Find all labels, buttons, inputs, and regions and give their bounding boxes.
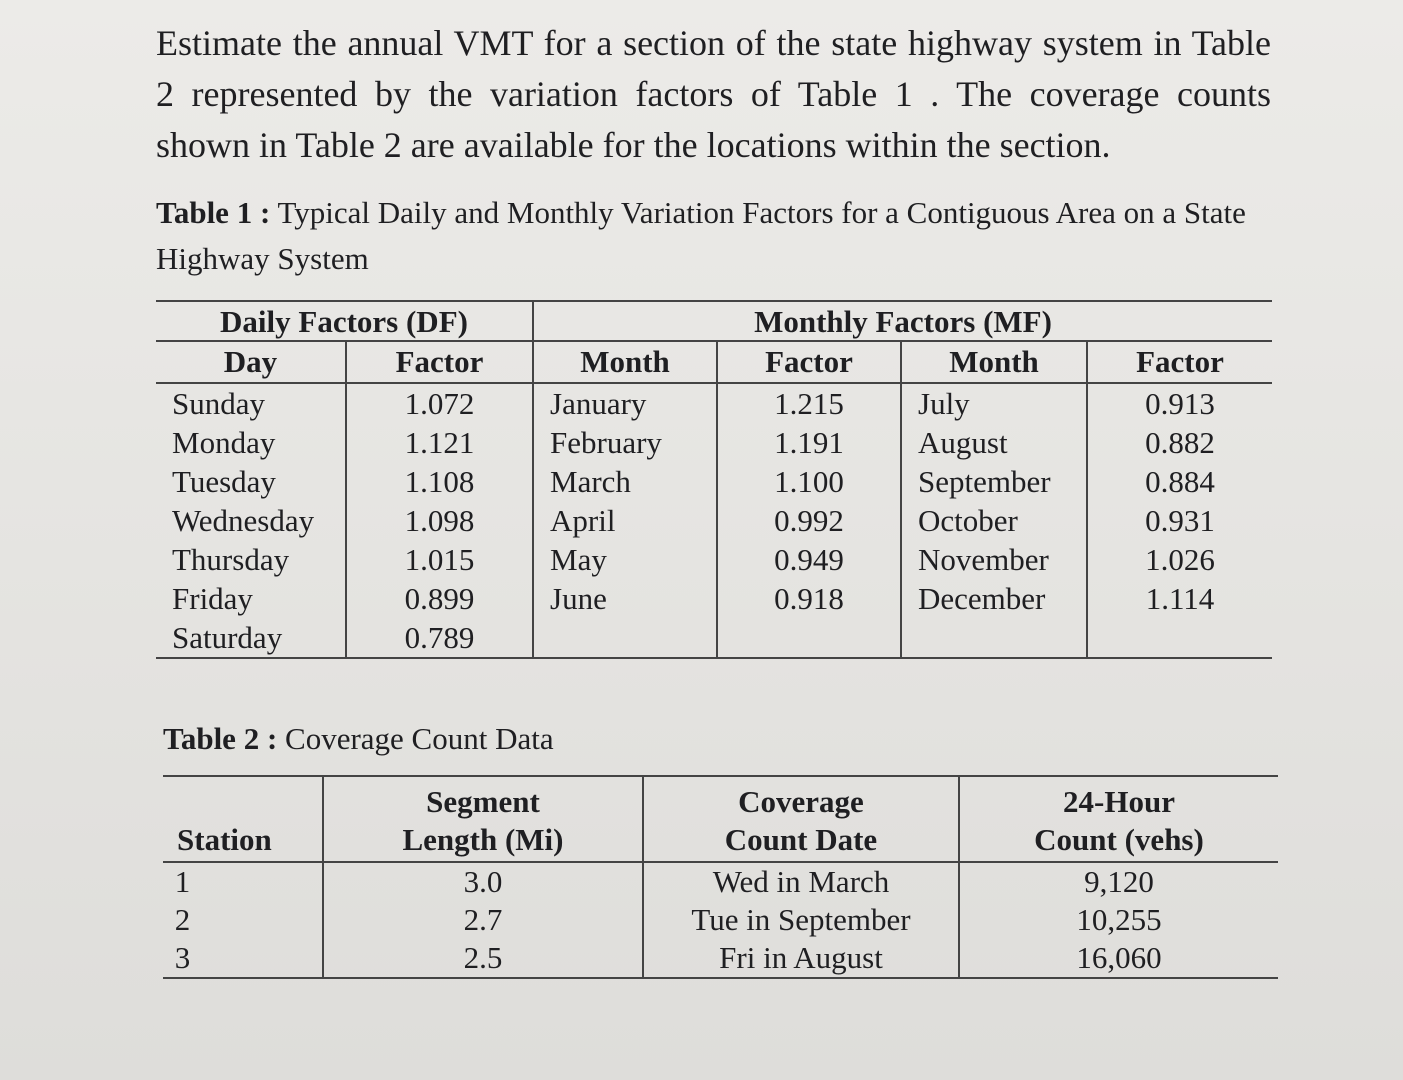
day-cell: Saturday	[156, 618, 346, 658]
day-factor-cell: 1.015	[346, 540, 533, 579]
factor-b-cell: 0.931	[1145, 503, 1215, 538]
table-row	[163, 939, 1278, 978]
factor-b-cell: 0.882	[1145, 425, 1215, 460]
factor-a-cell: 1.215	[717, 383, 901, 423]
length-cell: 2.7	[323, 901, 643, 939]
table-row	[156, 618, 1272, 658]
monthly-factors-group-header: Monthly Factors (MF)	[533, 301, 1272, 341]
factor-b-cell: 1.114	[1145, 581, 1215, 616]
count-header-line1: 24-Hour	[1063, 784, 1175, 819]
day-cell: Sunday	[156, 383, 346, 423]
table-row	[156, 383, 1272, 423]
length-cell: 2.5	[323, 939, 643, 978]
month-b-cell	[901, 618, 1087, 658]
month-a-cell	[533, 618, 717, 658]
month-a-column-header: Month	[533, 341, 717, 383]
date-cell: Wed in March	[643, 862, 959, 901]
day-cell: Friday	[156, 579, 346, 618]
month-a-cell: June	[533, 579, 717, 618]
month-b-cell: September	[901, 462, 1087, 501]
table1-column-header-row	[156, 341, 1272, 383]
factor-a-cell	[717, 618, 901, 658]
day-factor-column-header: Factor	[346, 341, 533, 383]
month-b-cell: November	[901, 540, 1087, 579]
segment-header-line1: Segment	[426, 784, 540, 819]
length-cell: 3.0	[323, 862, 643, 901]
factor-a-cell: 1.100	[717, 462, 901, 501]
table2-caption-label: Table 2 :	[163, 721, 278, 756]
table1-caption-label: Table 1 :	[156, 195, 271, 230]
table-row	[163, 862, 1278, 901]
table1-group-header-row	[156, 301, 1272, 341]
date-header-line2: Count Date	[724, 822, 878, 857]
day-factor-cell: 1.072	[346, 383, 533, 423]
factor-a-cell: 0.918	[717, 579, 901, 618]
table2-column-header-row	[163, 776, 1278, 862]
month-b-cell: August	[901, 423, 1087, 462]
factor-b-cell: 0.913	[1145, 386, 1215, 421]
table-row	[156, 462, 1272, 501]
table-row	[156, 540, 1272, 579]
date-header-line1: Coverage	[738, 784, 864, 819]
coverage-count-table	[163, 775, 1278, 979]
daily-factors-group-header: Daily Factors (DF)	[156, 301, 533, 341]
table-row	[156, 423, 1272, 462]
station-cell: 2	[163, 901, 323, 939]
factor-b-cell: 1.026	[1145, 542, 1215, 577]
day-factor-cell: 0.789	[346, 618, 533, 658]
problem-statement: Estimate the annual VMT for a section of the state highway system in Table 2 represented by the variation factors of Table 1 . The coverage counts shown in Table 2 are available for the locations within the section.	[156, 23, 1271, 165]
day-factor-cell: 1.098	[346, 501, 533, 540]
table1-caption	[156, 190, 1271, 282]
factor-a-column-header: Factor	[717, 341, 901, 383]
station-column-header: Station	[163, 776, 323, 862]
day-column-header: Day	[156, 341, 346, 383]
variation-factors-table	[156, 300, 1272, 659]
table-row	[156, 579, 1272, 618]
segment-length-column-header	[323, 776, 643, 862]
count-cell: 10,255	[1076, 902, 1162, 937]
date-cell: Fri in August	[643, 939, 959, 978]
table-row	[163, 901, 1278, 939]
month-a-cell: March	[533, 462, 717, 501]
table1-caption-text: Typical Daily and Monthly Variation Factors for a Contiguous Area on a State Highway System	[156, 195, 1246, 276]
factor-a-cell: 0.992	[717, 501, 901, 540]
month-a-cell: May	[533, 540, 717, 579]
month-a-cell: February	[533, 423, 717, 462]
month-a-cell: January	[533, 383, 717, 423]
day-cell: Thursday	[156, 540, 346, 579]
day-factor-cell: 1.121	[346, 423, 533, 462]
factor-a-cell: 0.949	[717, 540, 901, 579]
factor-a-cell: 1.191	[717, 423, 901, 462]
month-b-cell: July	[901, 383, 1087, 423]
segment-header-line2: Length (Mi)	[402, 822, 564, 857]
station-cell: 1	[163, 862, 323, 901]
count-column-header	[959, 776, 1278, 862]
month-b-cell: December	[901, 579, 1087, 618]
count-cell: 16,060	[1076, 940, 1162, 975]
day-cell: Monday	[156, 423, 346, 462]
station-cell: 3	[163, 939, 323, 978]
day-cell: Wednesday	[156, 501, 346, 540]
day-factor-cell: 0.899	[346, 579, 533, 618]
count-header-line2: Count (vehs)	[1034, 822, 1204, 857]
day-factor-cell: 1.108	[346, 462, 533, 501]
day-cell: Tuesday	[156, 462, 346, 501]
table-row	[156, 501, 1272, 540]
month-a-cell: April	[533, 501, 717, 540]
factor-b-cell: 0.884	[1145, 464, 1215, 499]
month-b-cell: October	[901, 501, 1087, 540]
table2-caption	[163, 716, 863, 762]
table2-caption-text: Coverage Count Data	[285, 721, 554, 756]
factor-b-column-header: Factor	[1087, 341, 1272, 383]
count-date-column-header	[643, 776, 959, 862]
count-cell: 9,120	[1084, 864, 1154, 899]
factor-b-cell	[1087, 618, 1272, 658]
month-b-column-header: Month	[901, 341, 1087, 383]
date-cell: Tue in September	[643, 901, 959, 939]
